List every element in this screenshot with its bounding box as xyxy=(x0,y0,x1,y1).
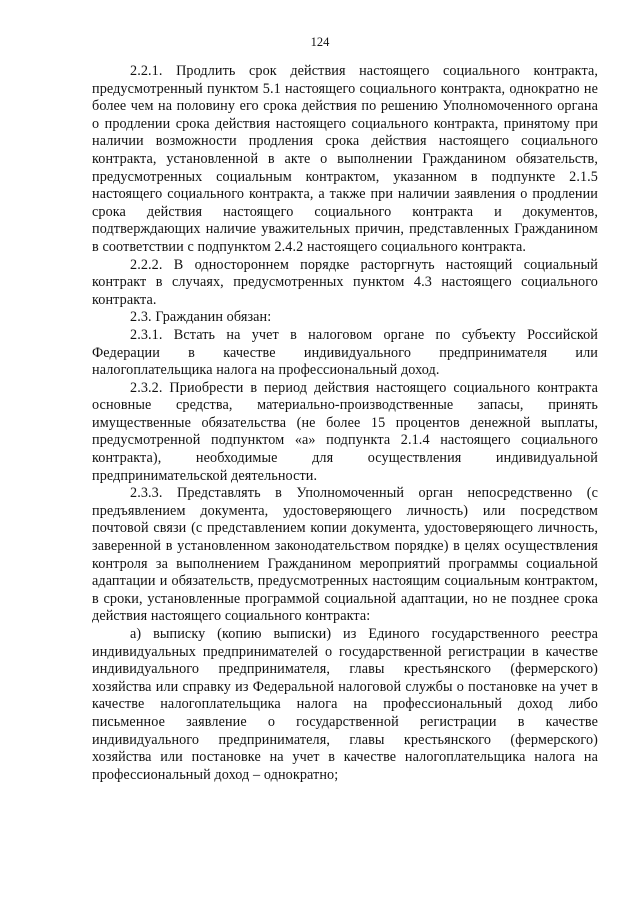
paragraph-2-3-1: 2.3.1. Встать на учет в налоговом органе по субъекту Российской Федерации в качестве индивидуального предпринимателя или налогоплательщика налога на профессиональный доход. xyxy=(92,326,598,379)
page-number: 124 xyxy=(310,35,330,49)
paragraph-2-3: 2.3. Гражданин обязан: xyxy=(130,309,272,326)
paragraph-2-3-3: 2.3.3. Представлять в Уполномоченный орган непосредственно (с предъявлением документа, удостоверяющего личность) или посредством почтовой связи (с представлением копии документа, удостоверяющего личность, заверенной в установленном законодательством порядке) в целях осуществления контроля за выполнением Гражданином мероприятий программы социальной адаптации и обязательств, предусмотренных настоящим социальным контрактом, в сроки, установленные программой социальной адаптации, но не позднее срока действия настоящего социального контракта: xyxy=(92,485,598,625)
paragraph-item-a: а) выписку (копию выписки) из Единого государственного реестра индивидуальных предпринимателей о государственной регистрации в качестве индивидуального предпринимателя, главы крестьянского (фермерского) хозяйства или справку из Федеральной налоговой службы о постановке на учет в качестве налогоплательщика налога на профессиональный доход либо письменное заявление о государственной регистрации в качестве индивидуального предпринимателя, главы крестьянского (фермерского) хозяйства или постановке на учет в качестве налогоплательщика налога на профессиональный доход – однократно; xyxy=(92,626,598,783)
document-body xyxy=(92,63,598,784)
paragraph-2-2-2: 2.2.2. В одностороннем порядке расторгнуть настоящий социальный контракт в случаях, предусмотренных пунктом 4.3 настоящего социального контракта. xyxy=(92,256,598,308)
paragraph-2-3-2: 2.3.2. Приобрести в период действия настоящего социального контракта основные средства, материально-производственные запасы, принять имущественные обязательства (не более 15 процентов денежной выплаты, предусмотренной подпунктом «а» подпункта 2.1.4 настоящего социального контракта), необходимые для осуществления индивидуальной предпринимательской деятельности. xyxy=(92,379,598,484)
paragraph-2-2-1: 2.2.1. Продлить срок действия настоящего социального контракта, предусмотренный пунктом 5.1 настоящего социального контракта, однократно не более чем на половину его срока действия по решению Уполномоченного органа о продлении срока действия настоящего социального контракта, принятому при наличии возможности продления срока действия настоящего социального контракта, установленной в акте о выполнении Гражданином обязательств, предусмотренных социальным контрактом, указанном в подпункте 2.1.5 настоящего социального контракта, а также при наличии заявления о продлении срока действия настоящего социального контракта и документов, подтверждающих наличие уважительных причин, представленных Гражданином в соответствии с подпунктом 2.4.2 настоящего социального контракта. xyxy=(92,63,598,255)
